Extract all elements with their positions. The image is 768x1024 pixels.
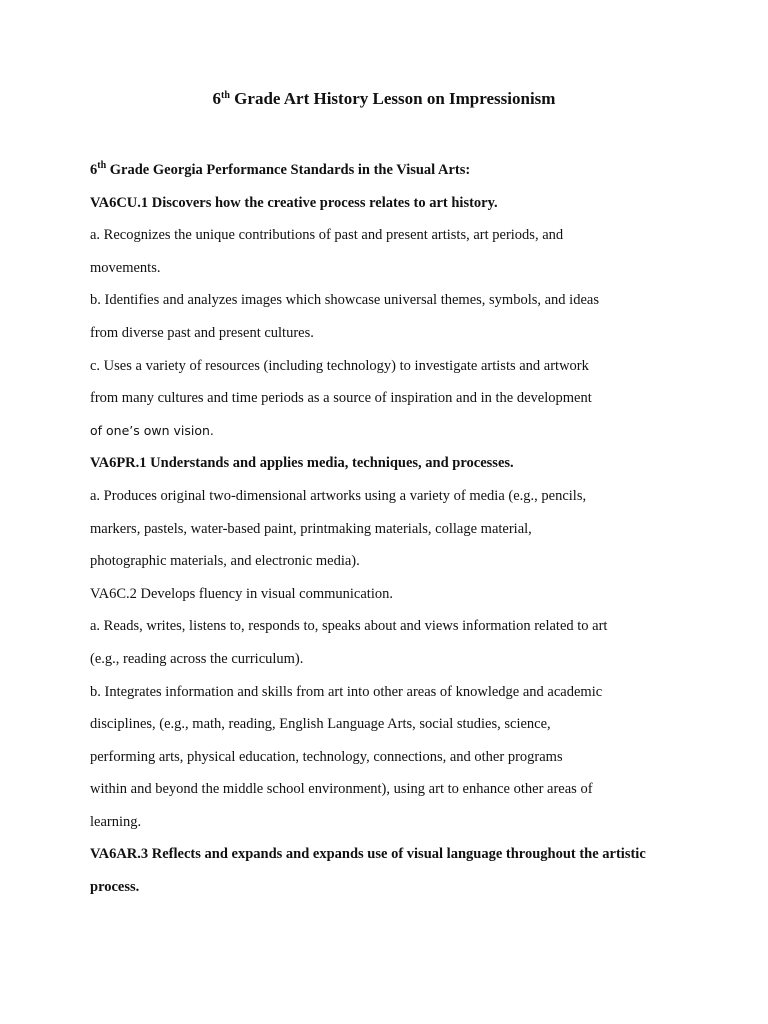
paragraph-line: from diverse past and present cultures.: [90, 324, 314, 341]
title-superscript: th: [221, 90, 230, 101]
paragraph-line: a. Produces original two-dimensional artworks using a variety of media (e.g., pencils,: [90, 487, 587, 504]
paragraph-line: learning.: [90, 813, 142, 830]
standard-heading-va6c2: VA6C.2 Develops fluency in visual communication.: [90, 585, 393, 602]
heading-superscript: th: [97, 160, 107, 171]
title-prefix: 6: [212, 89, 222, 108]
paragraph-line: b. Integrates information and skills from art into other areas of knowledge and academic: [90, 683, 603, 700]
paragraph-line: b. Identifies and analyzes images which showcase universal themes, symbols, and ideas: [90, 292, 599, 309]
paragraph-line: of one’s own vision.: [90, 422, 214, 438]
page-title: [0, 88, 768, 110]
standard-heading-va6cu1: VA6CU.1 Discovers how the creative process relates to art history.: [90, 194, 498, 211]
paragraph-line: movements.: [90, 259, 161, 276]
paragraph-line: performing arts, physical education, technology, connections, and other programs: [90, 748, 563, 765]
standard-heading-va6ar3: VA6AR.3 Reflects and expands and expands use of visual language throughout the artistic: [90, 846, 646, 863]
paragraph-line: a. Recognizes the unique contributions of past and present artists, art periods, and: [90, 227, 564, 244]
standards-heading: [90, 154, 730, 187]
standard-heading-va6pr1: VA6PR.1 Understands and applies media, techniques, and processes.: [90, 455, 514, 472]
paragraph-line: within and beyond the middle school environment), using art to enhance other areas of: [90, 781, 593, 798]
paragraph-line: disciplines, (e.g., math, reading, English Language Arts, social studies, science,: [90, 716, 551, 733]
heading-text: Grade Georgia Performance Standards in the Visual Arts:: [106, 162, 471, 178]
paragraph-line: (e.g., reading across the curriculum).: [90, 650, 304, 667]
title-text: Grade Art History Lesson on Impressionism: [229, 89, 556, 108]
paragraph-line: from many cultures and time periods as a source of inspiration and in the development: [90, 390, 592, 407]
paragraph-line: a. Reads, writes, listens to, responds to, speaks about and views information related to art: [90, 618, 608, 635]
document-body: [90, 154, 730, 904]
heading-prefix: 6: [90, 162, 98, 178]
paragraph-line: photographic materials, and electronic media).: [90, 553, 360, 570]
paragraph-line: c. Uses a variety of resources (including technology) to investigate artists and artwork: [90, 357, 589, 374]
paragraph-line: markers, pastels, water-based paint, printmaking materials, collage material,: [90, 520, 532, 537]
paragraph-line: process.: [90, 879, 140, 896]
